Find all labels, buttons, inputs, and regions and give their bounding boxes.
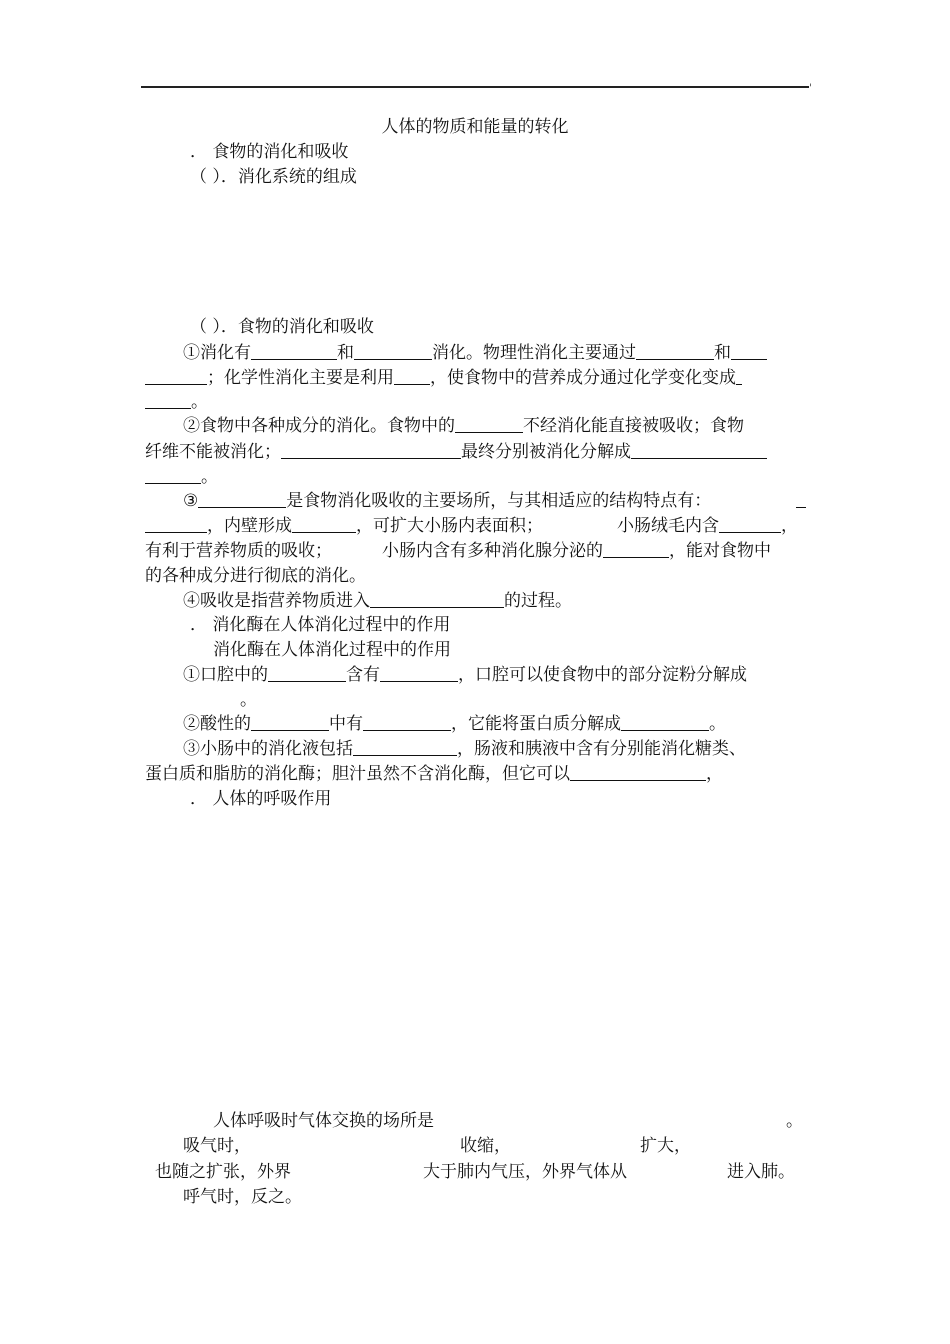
fill-blank[interactable] — [268, 664, 346, 682]
fill-blank[interactable] — [353, 738, 457, 756]
text: 。 — [709, 714, 726, 734]
text: ，使食物中的营养成分通过化学变化变成 — [430, 368, 736, 388]
page-title: 人体的物质和能量的转化 — [381, 117, 569, 137]
header-rule — [141, 86, 809, 88]
paragraph-line — [183, 342, 767, 364]
paragraph-line — [240, 689, 257, 711]
text: 。 — [191, 392, 208, 412]
subsection-heading-enzymes: 消化酶在人体消化过程中的作用 — [213, 640, 451, 660]
fill-blank[interactable] — [292, 515, 356, 533]
fill-blank[interactable] — [736, 367, 742, 385]
text: ， — [706, 764, 723, 784]
fill-blank[interactable] — [281, 441, 461, 459]
text: ，内壁形成 — [207, 516, 292, 536]
paragraph-line: 。 — [786, 1111, 803, 1131]
text: 。 — [240, 690, 257, 710]
text: ，口腔可以使食物中的部分淀粉分解成 — [458, 665, 747, 685]
text: 纤维不能被消化； — [145, 442, 281, 462]
fill-blank[interactable] — [251, 342, 337, 360]
fill-blank[interactable] — [796, 490, 806, 508]
text: 的过程。 — [504, 591, 572, 611]
paragraph-line — [145, 367, 742, 389]
fill-blank[interactable] — [719, 515, 781, 533]
text: 小肠内含有多种消化腺分泌的 — [382, 541, 603, 561]
paragraph-line: 人体呼吸时气体交换的场所是 — [213, 1111, 434, 1131]
text: ，肠液和胰液中含有分别能消化糖类、 — [457, 739, 746, 759]
fill-blank[interactable] — [380, 664, 458, 682]
paragraph-line — [617, 515, 798, 537]
paragraph-line — [145, 763, 723, 785]
paragraph-line — [796, 490, 806, 512]
paragraph-line — [145, 466, 218, 488]
fill-blank[interactable] — [145, 466, 201, 484]
fill-blank[interactable] — [603, 540, 669, 558]
paragraph-line: 扩大， — [640, 1136, 691, 1156]
text: ②酸性的 — [183, 714, 251, 734]
paragraph-line — [183, 713, 726, 735]
paragraph-line: 进入肺。 — [727, 1162, 795, 1182]
paragraph-line — [183, 738, 746, 760]
section-heading-respiration: ． 人体的呼吸作用 — [190, 789, 332, 809]
paragraph-line — [145, 391, 208, 413]
paragraph-line — [183, 490, 711, 512]
fill-blank[interactable] — [455, 415, 523, 433]
text: 。 — [201, 467, 218, 487]
section-heading-enzymes: ． 消化酶在人体消化过程中的作用 — [190, 615, 451, 635]
section-heading-digestion: ． 食物的消化和吸收 — [190, 142, 349, 162]
paragraph-line: 大于肺内气压，外界气体从 — [423, 1162, 627, 1182]
paragraph-line: 吸气时， — [183, 1136, 251, 1156]
fill-blank[interactable] — [570, 763, 706, 781]
fill-blank[interactable] — [198, 490, 286, 508]
text: ①口腔中的 — [183, 665, 268, 685]
paragraph-line — [382, 540, 771, 562]
fill-blank[interactable] — [631, 441, 767, 459]
text: ，能对食物中 — [669, 541, 771, 561]
text: ④吸收是指营养物质进入 — [183, 591, 370, 611]
subsection-heading-digestion-absorption: （ ）．食物的消化和吸收 — [190, 317, 374, 337]
paragraph-line: 收缩， — [460, 1136, 511, 1156]
text: ①消化有 — [183, 343, 251, 363]
text: ， — [781, 516, 798, 536]
paragraph-line: 也随之扩张，外界 — [155, 1162, 291, 1182]
fill-blank[interactable] — [145, 367, 207, 385]
text: 和 — [714, 343, 731, 363]
text: ；化学性消化主要是利用 — [207, 368, 394, 388]
fill-blank[interactable] — [621, 713, 709, 731]
paragraph-line — [145, 515, 543, 537]
header-rule-tick: ' — [809, 83, 812, 94]
fill-blank[interactable] — [394, 367, 430, 385]
text: 是食物消化吸收的主要场所，与其相适应的结构特点有： — [286, 491, 712, 511]
text: 含有 — [346, 665, 380, 685]
paragraph-line — [145, 540, 332, 562]
text: 蛋白质和脂肪的消化酶；胆汁虽然不含消化酶，但它可以 — [145, 764, 570, 784]
text: 和 — [337, 343, 354, 363]
fill-blank[interactable] — [251, 713, 329, 731]
paragraph-line — [183, 664, 747, 686]
text: 消化。物理性消化主要通过 — [432, 343, 636, 363]
fill-blank[interactable] — [363, 713, 451, 731]
paragraph-line — [145, 441, 767, 463]
fill-blank[interactable] — [145, 515, 207, 533]
text: 中有 — [329, 714, 363, 734]
paragraph-line — [183, 415, 744, 437]
fill-blank[interactable] — [636, 342, 714, 360]
fill-blank[interactable] — [370, 590, 504, 608]
text: 的各种成分进行彻底的消化。 — [145, 566, 366, 586]
fill-blank[interactable] — [145, 391, 191, 409]
fill-blank[interactable] — [731, 342, 767, 360]
fill-blank[interactable] — [354, 342, 432, 360]
text: 不经消化能直接被吸收；食物 — [523, 416, 744, 436]
text: ②食物中各种成分的消化。食物中的 — [183, 416, 455, 436]
text: 有利于营养物质的吸收； — [145, 541, 332, 561]
text: 最终分别被消化分解成 — [461, 442, 631, 462]
paragraph-line — [183, 590, 572, 612]
text: 小肠绒毛内含 — [617, 516, 719, 536]
paragraph-line — [145, 565, 366, 587]
text: ③ — [183, 491, 199, 511]
text: ，可扩大小肠内表面积； — [356, 516, 543, 536]
paragraph-line: 呼气时，反之。 — [183, 1187, 302, 1207]
text: ③小肠中的消化液包括 — [183, 739, 353, 759]
text: ，它能将蛋白质分解成 — [451, 714, 621, 734]
subsection-heading-digestive-system: （ ）．消化系统的组成 — [190, 167, 357, 187]
